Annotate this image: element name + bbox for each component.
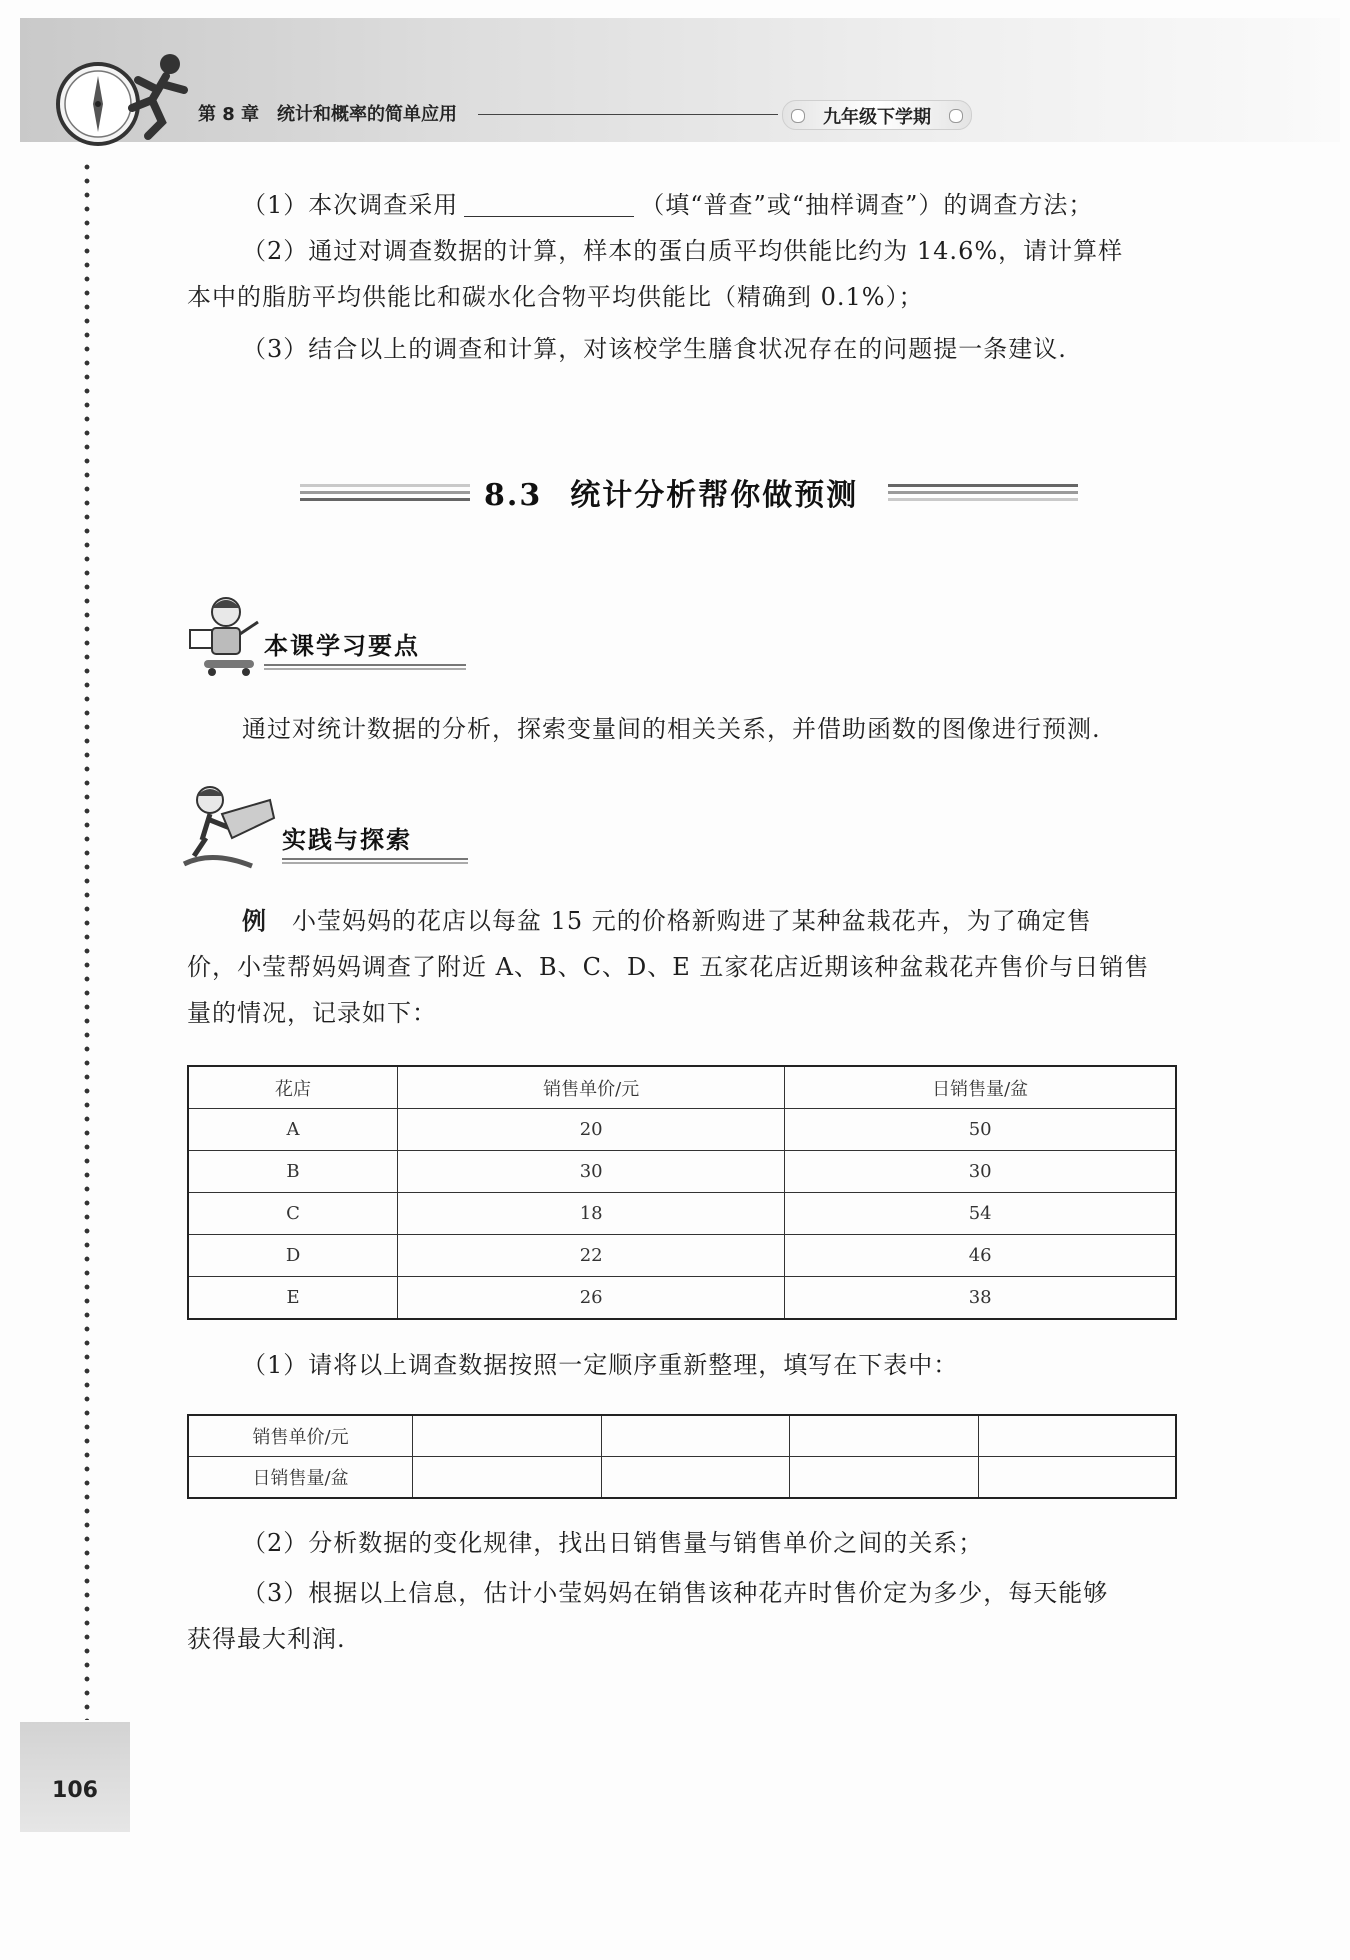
page-number: 106 [52,1778,98,1803]
sub-question-2: （2）分析数据的变化规律，找出日销售量与销售单价之间的关系； [242,1529,984,1557]
sub-question-3-line-1: （3）根据以上信息，估计小莹妈妈在销售该种花卉时售价定为多少，每天能够 [242,1579,1109,1607]
key-points-badge [182,590,472,680]
fill-row-label-sales: 日销售量/盆 [188,1457,413,1499]
fill-cell [413,1457,602,1499]
question-2-line-2: 本中的脂肪平均供能比和碳水化合物平均供能比（精确到 0.1%）； [187,283,924,311]
section-number: 8.3 [484,478,543,513]
column-header-price: 销售单价/元 [398,1066,785,1109]
practice-badge [182,780,472,880]
question-1-suffix: （填“普查”或“抽样调查”）的调查方法； [640,191,1094,219]
survey-data-table [187,1065,1177,1320]
table-header-row [188,1066,1176,1109]
fill-row-label-price: 销售单价/元 [188,1415,413,1457]
column-header-shop: 花店 [188,1066,398,1109]
cell-shop: D [188,1235,398,1277]
practice-label: 实践与探索 [282,826,412,854]
table-row [188,1151,1176,1193]
question-2-line-1: （2）通过对调查数据的计算，样本的蛋白质平均供能比约为 14.6%，请计算样 [242,237,1124,265]
example-line-1 [242,898,1092,944]
fill-cell [978,1457,1176,1499]
fill-cell [601,1457,790,1499]
cell-price: 18 [398,1193,785,1235]
question-3: （3）结合以上的调查和计算，对该校学生膳食状况存在的问题提一条建议. [242,335,1067,363]
cell-price: 20 [398,1109,785,1151]
column-header-sales: 日销售量/盆 [785,1066,1176,1109]
cell-shop: B [188,1151,398,1193]
pill-dot-right [949,109,963,123]
page-number-box [20,1722,130,1832]
runner-icon [118,50,198,140]
section-heading [484,470,858,514]
key-points-rule [264,664,466,670]
cell-shop: E [188,1277,398,1320]
grade-label: 九年级下学期 [823,107,931,128]
key-points-label: 本课学习要点 [264,632,420,660]
student-surfing-icon [182,780,282,880]
cell-sales: 54 [785,1193,1176,1235]
cell-sales: 38 [785,1277,1176,1320]
sub-question-1: （1）请将以上调查数据按照一定顺序重新整理，填写在下表中： [242,1351,959,1379]
fill-cell [413,1415,602,1457]
cell-price: 26 [398,1277,785,1320]
cell-price: 30 [398,1151,785,1193]
fill-row-sales [188,1457,1176,1499]
cell-shop: A [188,1109,398,1151]
heading-bars-left [300,484,470,508]
example-label: 例 [242,906,267,935]
table-row [188,1193,1176,1235]
sub-question-3-line-2: 获得最大利润. [187,1625,346,1653]
cell-sales: 46 [785,1235,1176,1277]
dotted-margin-line [84,160,90,1720]
grade-badge [782,100,972,130]
key-points-text: 通过对统计数据的分析，探索变量间的相关关系，并借助函数的图像进行预测. [242,715,1101,743]
cell-sales: 30 [785,1151,1176,1193]
table-row [188,1109,1176,1151]
heading-bars-right [888,484,1078,508]
question-1 [242,182,1093,228]
table-row [188,1235,1176,1277]
student-reading-icon [182,590,272,680]
fill-cell [601,1415,790,1457]
fill-row-price [188,1415,1176,1457]
example-line-2: 价，小莹帮妈妈调查了附近 A、B、C、D、E 五家花店近期该种盆栽花卉售价与日销售 [187,953,1150,981]
table-row [188,1277,1176,1320]
cell-shop: C [188,1193,398,1235]
example-line-1-text: 小莹妈妈的花店以每盆 15 元的价格新购进了某种盆栽花卉，为了确定售 [292,907,1092,935]
fill-cell [790,1457,979,1499]
fill-cell [978,1415,1176,1457]
cell-sales: 50 [785,1109,1176,1151]
practice-rule [282,858,468,864]
fill-cell [790,1415,979,1457]
question-1-prefix: （1）本次调查采用 [242,191,459,219]
answer-blank [464,190,634,217]
example-line-3: 量的情况，记录如下： [187,999,437,1027]
cell-price: 22 [398,1235,785,1277]
fill-in-table [187,1414,1177,1499]
chapter-title: 第 8 章 统计和概率的简单应用 [198,104,458,125]
section-title: 统计分析帮你做预测 [570,478,859,513]
header-rule [478,114,778,115]
